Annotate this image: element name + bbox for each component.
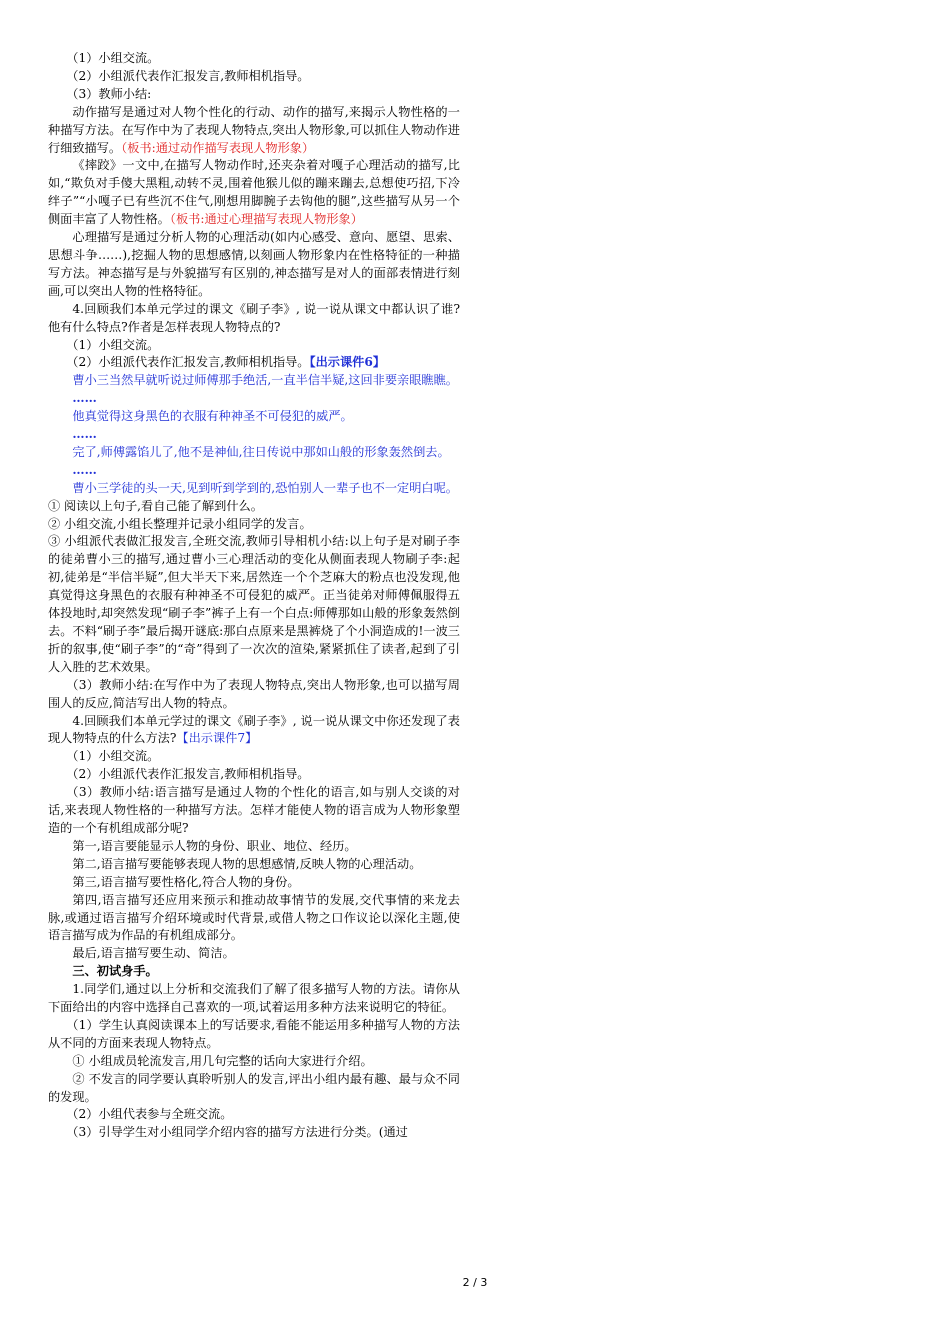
text-run: 4.回顾我们本单元学过的课文《刷子李》, 说一说从课文中你还发现了表现人物特点的什么方法? [48, 713, 460, 746]
text-run: 4.回顾我们本单元学过的课文《刷子李》, 说一说从课文中都认识了谁?他有什么特点?作者是怎样表现人物特点的? [48, 301, 460, 334]
paragraph [48, 516, 460, 534]
text-run: 他真觉得这身黑色的衣服有种神圣不可侵犯的威严。 [72, 409, 353, 424]
text-run: （1）小组交流。 [66, 749, 160, 764]
text-run: （3）教师小结:在写作中为了表现人物特点,突出人物形象,也可以描写周围人的反应,简洁写出人物的特点。 [48, 677, 460, 710]
paragraph [48, 1053, 460, 1071]
paragraph [48, 498, 460, 516]
text-run: （2）小组派代表作汇报发言,教师相机指导。 [66, 355, 310, 370]
text-run: 完了,师傅露馅儿了,他不是神仙,往日传说中那如山般的形象轰然倒去。 [72, 444, 450, 459]
text-run: …… [72, 391, 97, 406]
paragraph [48, 157, 460, 229]
paragraph [48, 766, 460, 784]
paragraph [48, 426, 460, 444]
text-run: 1.同学们,通过以上分析和交流我们了解了很多描写人物的方法。请你从下面给出的内容中选择自己喜欢的一项,试着运用多种方法来说明它的特征。 [48, 982, 460, 1015]
text-run: ① 小组成员轮流发言,用几句完整的话向大家进行介绍。 [72, 1053, 373, 1068]
text-run: （1）学生认真阅读课本上的写话要求,看能不能运用多种描写人物的方法从不同的方面来表现人物特点。 [48, 1017, 460, 1050]
paragraph [48, 677, 460, 713]
text-run: 曹小三学徒的头一天,见到听到学到的,恐怕别人一辈子也不一定明白呢。 [72, 480, 458, 495]
text-run: （2）小组派代表作汇报发言,教师相机指导。 [66, 767, 310, 782]
page-number: 2 / 3 [462, 1276, 488, 1289]
paragraph [48, 462, 460, 480]
paragraph [48, 354, 460, 372]
text-run: 【出示课件7】 [176, 731, 258, 746]
paragraph [48, 372, 460, 390]
paragraph [48, 892, 460, 946]
paragraph [48, 104, 460, 158]
paragraph [48, 444, 460, 462]
paragraph [48, 981, 460, 1017]
text-run: （2）小组派代表作汇报发言,教师相机指导。 [66, 68, 310, 83]
text-run: 第三,语言描写要性格化,符合人物的身份。 [72, 874, 300, 889]
paragraph [48, 1017, 460, 1053]
text-run: …… [72, 427, 97, 442]
text-run: （1）小组交流。 [66, 51, 160, 65]
paragraph [48, 1124, 460, 1142]
text-run: 第四,语言描写还应用来预示和推动故事情节的发展,交代事情的来龙去脉,或通过语言描写介绍环境或时代背景,或借人物之口作议论以深化主题,使语言描写成为作品的有机组成部分。 [48, 892, 460, 943]
document-body [48, 50, 460, 1142]
text-run: 心理描写是通过分析人物的心理活动(如内心感受、意向、愿望、思索、思想斗争……),挖掘人物的思想感情,以刻画人物形象内在性格特征的一种描写方法。神态描写是与外貌描写有区别的,神态描写是对人的面部表情进行刻画,可以突出人物的性格特征。 [48, 230, 460, 298]
paragraph [48, 50, 460, 68]
paragraph [48, 408, 460, 426]
text-run: 动作描写是通过对人物个性化的行动、动作的描写,来揭示人物性格的一种描写方法。在写作中为了表现人物特点,突出人物形象,可以抓住人物动作进行细致描写。 [48, 104, 460, 155]
text-run: ② 小组交流,小组长整理并记录小组同学的发言。 [48, 516, 312, 531]
text-run: （2）小组代表参与全班交流。 [66, 1107, 233, 1122]
text-run: 【出示课件6】 [309, 355, 386, 370]
text-run: （板书:通过动作描写表现人物形象） [121, 140, 315, 155]
text-run: （板书:通过心理描写表现人物形象） [169, 212, 363, 227]
text-run: （3）引导学生对小组同学介绍内容的描写方法进行分类。(通过 [66, 1125, 408, 1140]
paragraph [48, 533, 460, 676]
paragraph [48, 68, 460, 86]
paragraph [48, 784, 460, 838]
text-run: ② 不发言的同学要认真聆听别人的发言,评出小组内最有趣、最与众不同的发现。 [48, 1071, 460, 1104]
paragraph [48, 856, 460, 874]
text-run: （3）教师小结: [66, 86, 152, 101]
paragraph [48, 748, 460, 766]
text-run: 第二,语言描写要能够表现人物的思想感情,反映人物的心理活动。 [72, 856, 422, 871]
paragraph [48, 874, 460, 892]
paragraph [48, 301, 460, 337]
paragraph [48, 945, 460, 963]
paragraph [48, 229, 460, 301]
text-run: 三、初试身手。 [72, 964, 158, 979]
text-run: （1）小组交流。 [66, 337, 160, 352]
text-run: 最后,语言描写要生动、简洁。 [72, 946, 235, 961]
text-run: …… [72, 462, 97, 477]
paragraph [48, 86, 460, 104]
paragraph [48, 390, 460, 408]
text-run: 第一,语言要能显示人物的身份、职业、地位、经历。 [72, 838, 357, 853]
text-run: ③ 小组派代表做汇报发言,全班交流,教师引导相机小结:以上句子是对刷子李的徒弟曹小三的描写,通过曹小三心理活动的变化从侧面表现人物刷子李:起初,徒弟是“半信半疑”,但大半天下来,居然连一个个芝麻大的粉点也没发现,他真觉得这身黑色的衣服有种神圣不可侵犯的威严。正当徒弟对师傅佩服得五体投地时,却突然发现“刷子李”裤子上有一个白点:师傅那如山般的形象轰然倒去。不料“刷子李”最后揭开谜底:那白点原来是黑裤烧了个小洞造成的!一波三折的叙事,使“刷子李”的“奇”得到了一次次的渲染,紧紧抓住了读者,起到了引人入胜的艺术效果。 [48, 534, 460, 674]
text-run: 《摔跤》一文中,在描写人物动作时,还夹杂着对嘎子心理活动的描写,比如,“欺负对手傻大黑粗,动转不灵,围着他猴儿似的蹦来蹦去,总想使巧招,下冷绊子”“小嘎子已有些沉不住气,刚想用脚腕子去钩他的腿”,这些描写从另一个侧面丰富了人物性格。 [48, 158, 460, 227]
paragraph [48, 337, 460, 355]
text-run: 曹小三当然早就听说过师傅那手绝活,一直半信半疑,这回非要亲眼瞧瞧。 [72, 373, 458, 388]
paragraph [48, 963, 460, 981]
text-run: ① 阅读以上句子,看自己能了解到什么。 [48, 498, 263, 513]
text-run: （3）教师小结:语言描写是通过人物的个性化的语言,如与别人交谈的对话,来表现人物性格的一种描写方法。怎样才能使人物的语言成为人物形象塑造的一个有机组成部分呢? [48, 785, 460, 835]
paragraph [48, 838, 460, 856]
paragraph [48, 713, 460, 749]
paragraph [48, 1106, 460, 1124]
paragraph [48, 1071, 460, 1107]
paragraph [48, 480, 460, 498]
